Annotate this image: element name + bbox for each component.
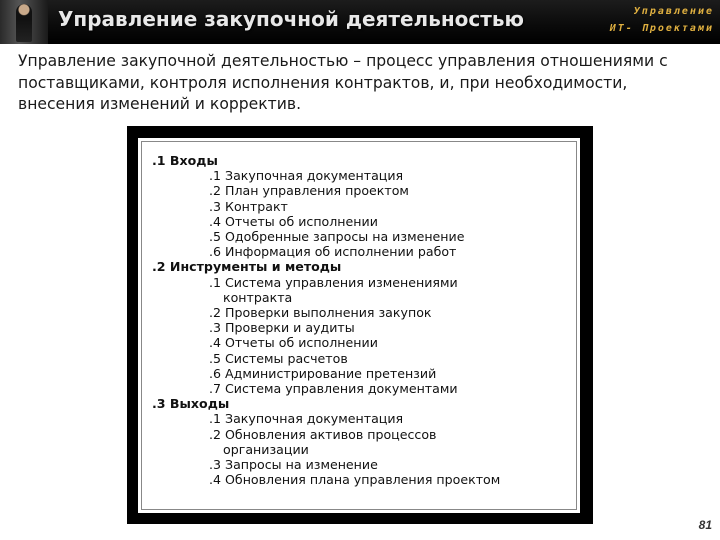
list-item: .5 Одобренные запросы на изменение [209, 229, 465, 245]
list-item: .4 Отчеты об исполнении [209, 335, 378, 351]
list-item: .7 Система управления документами [209, 381, 458, 397]
list-item: .1 Закупочная документация [209, 411, 404, 427]
presenter-photo [0, 0, 48, 44]
list-item: .1 Система управления изменениями [209, 274, 458, 290]
section-heading: .2 Инструменты и методы [152, 259, 342, 275]
list-item: .6 Администрирование претензий [209, 365, 437, 381]
list-item: .4 Отчеты об исполнении [209, 213, 378, 229]
list-item: .3 Контракт [209, 198, 288, 214]
section-heading: .3 Выходы [152, 396, 230, 412]
slide-title: Управление закупочной деятельностью [58, 7, 524, 31]
list-item: контракта [223, 289, 293, 305]
process-list [152, 153, 500, 487]
title-bar [0, 0, 720, 44]
course-label-line1: Управление [633, 6, 714, 17]
list-item: .1 Закупочная документация [209, 168, 404, 184]
list-item: .2 План управления проектом [209, 183, 409, 199]
list-item: .3 Запросы на изменение [209, 457, 378, 473]
list-item: .6 Информация об исполнении работ [209, 244, 457, 260]
list-item: .3 Проверки и аудиты [209, 320, 355, 336]
course-label [610, 3, 714, 37]
list-item: .4 Обновления плана управления проектом [209, 472, 501, 488]
list-item: .2 Проверки выполнения закупок [209, 305, 432, 321]
section-heading: .1 Входы [152, 153, 218, 168]
page-number: 81 [698, 518, 712, 532]
presenter-figure [16, 4, 32, 42]
list-item: .5 Системы расчетов [209, 350, 348, 366]
intro-paragraph: Управление закупочной деятельностью – процесс управления отношениями с поставщиками, контроля исполнения контрактов, и, при необходимости, внесения изменений и корректив. [18, 52, 668, 113]
list-item: организации [223, 441, 309, 457]
list-item: .2 Обновления активов процессов [209, 426, 437, 442]
course-label-line2: ИТ- Проектами [609, 23, 714, 34]
